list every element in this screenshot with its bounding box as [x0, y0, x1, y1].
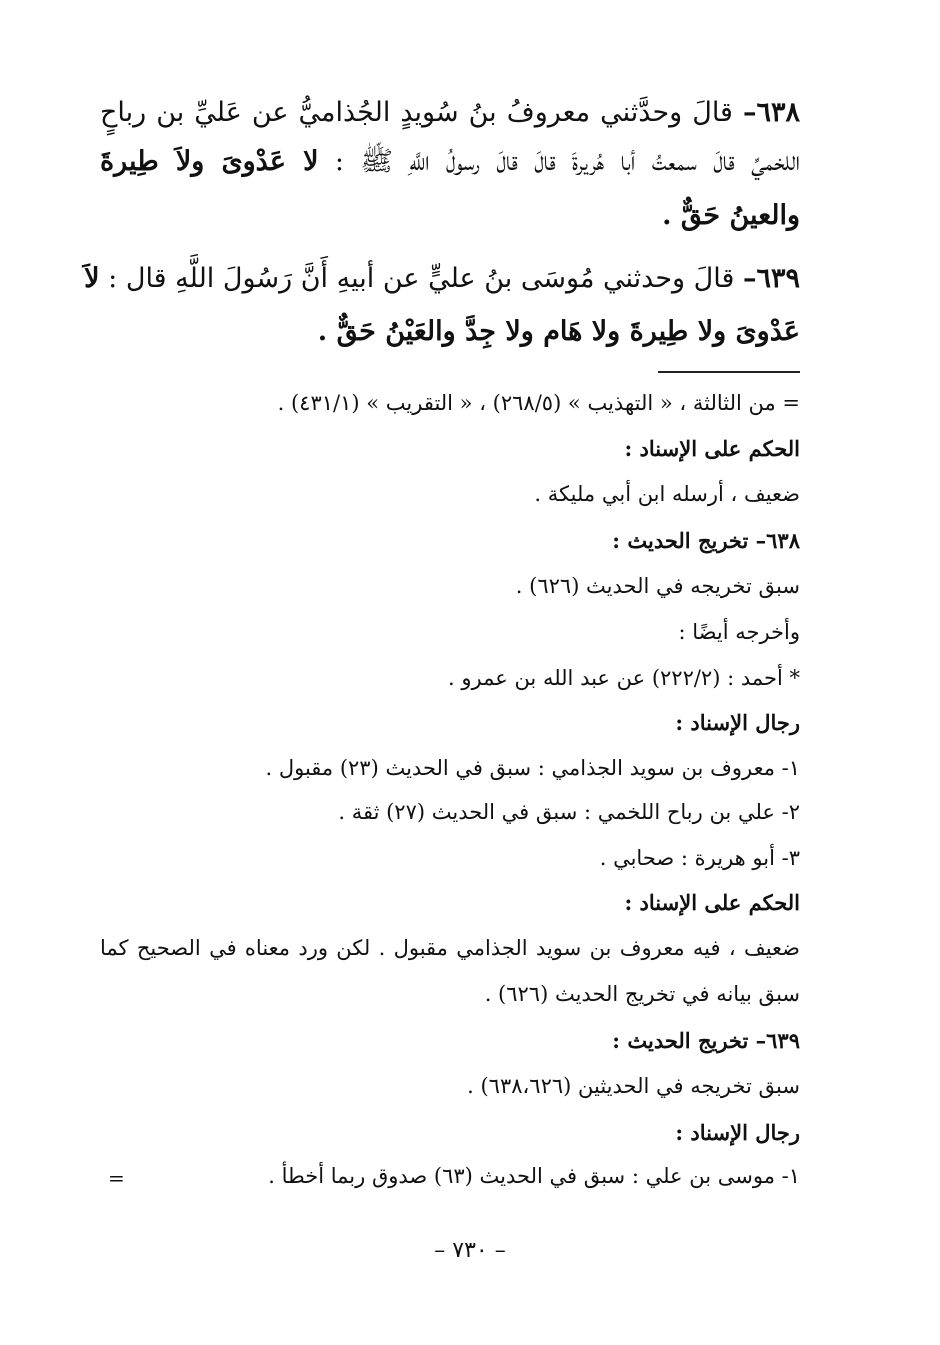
footnote-line: ٢- علي بن رباح اللخمي : سبق في الحديث (٢٧) ثقة . — [338, 800, 800, 824]
main-text-bold-span: لاَ — [84, 263, 100, 294]
footnote-line: ضعيف ، أرسله ابن أبي مليكة . — [534, 482, 800, 506]
main-text-line-5 — [100, 316, 800, 348]
main-text-line-1 — [100, 97, 800, 129]
footnote-line: ٣- أبو هريرة : صحابي . — [599, 846, 800, 870]
footnote-line: سبق تخريجه في الحديث (٦٢٦) . — [515, 574, 800, 598]
main-text-bold-span: والعينُ حَقٌّ . — [662, 200, 800, 231]
main-text-line-2 — [100, 146, 800, 178]
footnote-line: = من الثالثة ، « التهذيب » (٢٦٨/٥) ، « التقريب » (٤٣١/١) . — [277, 391, 800, 415]
main-text-span: اللخميِّ قالَ سمعتُ أبا هُريرةَ قالَ قالَ رسولُ اللَّهِ ﷺ : — [334, 146, 800, 177]
footnote-line: سبق بيانه في تخريج الحديث (٦٢٦) . — [484, 982, 800, 1006]
footnote-heading: الحكم على الإسناد : — [624, 890, 800, 915]
hadith-number: ٦٣٩– — [742, 263, 800, 294]
main-text-span: قالَ وحدَّثني معروفُ بنُ سُويدٍ الجُذاميُّ عن عَليِّ بن رباحٍ — [100, 97, 733, 128]
footnote-line: ضعيف ، فيه معروف بن سويد الجذامي مقبول . لكن ورد معناه في الصحيح كما — [100, 936, 800, 960]
footnote-line: سبق تخريجه في الحديثين (٦٣٨،٦٢٦) . — [467, 1074, 800, 1098]
main-text-span: قالَ وحدثني مُوسَى بنُ عليٍّ عن أبيهِ أَنَّ رَسُولَ اللَّهِ قال : — [108, 263, 735, 294]
footnote-heading: رجال الإسناد : — [675, 1120, 800, 1145]
footnote-heading: الحكم على الإسناد : — [624, 436, 800, 461]
footnote-line: * أحمد : (٢٢٢/٢) عن عبد الله بن عمرو . — [448, 666, 800, 690]
main-text-line-3 — [100, 200, 800, 232]
continuation-mark: = — [108, 1166, 125, 1190]
main-text-line-4 — [84, 263, 800, 295]
footnote-separator — [658, 371, 800, 373]
hadith-number: ٦٣٨– — [742, 97, 800, 128]
footnote-heading: ٦٣٨– تخريج الحديث : — [612, 528, 800, 553]
footnote-line: وأخرجه أيضًا : — [678, 620, 800, 644]
main-text-bold-span: لا عَدْوىَ ولاَ طِيرةَ — [100, 146, 319, 177]
footnote-line: ١- موسى بن علي : سبق في الحديث (٦٣) صدوق ربما أخطأ . — [268, 1164, 800, 1188]
footnote-heading: رجال الإسناد : — [675, 710, 800, 735]
footnote-line: ١- معروف بن سويد الجذامي : سبق في الحديث (٢٣) مقبول . — [265, 756, 800, 780]
page-number: – ٧٣٠ – — [434, 1238, 506, 1263]
footnote-heading: ٦٣٩– تخريج الحديث : — [612, 1028, 800, 1053]
main-text-bold-span: عَدْوىَ ولا طِيرةَ ولا هَام ولا جِدَّ والعَيْنُ حَقٌّ . — [317, 316, 800, 347]
